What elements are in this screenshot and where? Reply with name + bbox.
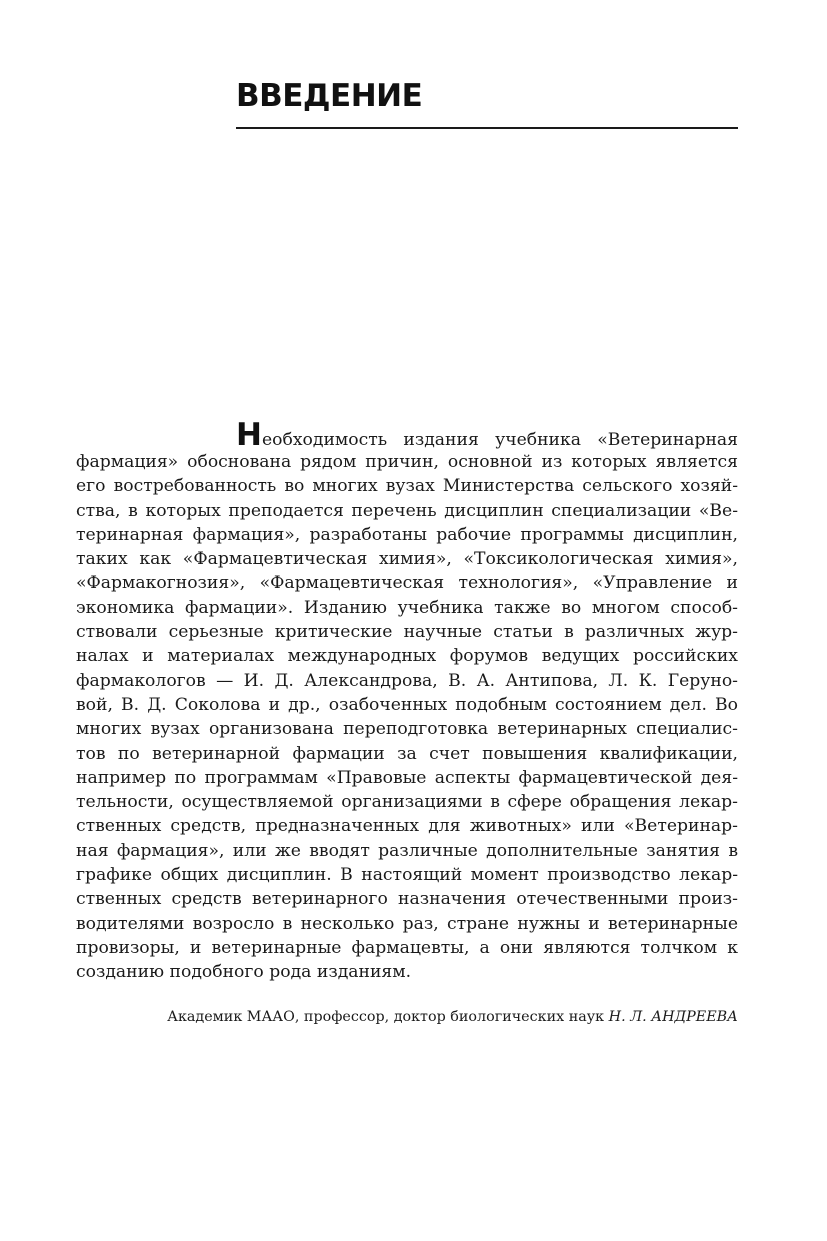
paragraph-line: тельности, осуществляемой организациями в сфере обращения лекар-: [76, 792, 738, 813]
paragraph-line: фармакологов — И. Д. Александрова, В. А. Антипова, Л. К. Геруно-: [76, 670, 738, 691]
paragraph-line-text: еобходимость издания учебника «Ветеринарная: [261, 430, 738, 450]
paragraph-line: созданию подобного рода изданиям.: [76, 962, 412, 983]
intro-paragraph: [76, 417, 738, 985]
chapter-title: ВВЕДЕНИЕ: [236, 78, 423, 114]
paragraph-line: ства, в которых преподается перечень дисциплин специализации «Ве-: [76, 500, 738, 521]
paragraph-line: таких как «Фармацевтическая химия», «Токсикологическая химия»,: [76, 549, 738, 570]
paragraph-line: ствовали серьезные критические научные статьи в различных жур-: [76, 622, 738, 643]
drop-cap: Н: [236, 417, 262, 453]
paragraph-line: водителями возросло в несколько раз, стране нужны и ветеринарные: [76, 913, 738, 934]
paragraph-line: вой, В. Д. Соколова и др., озабоченных подобным состоянием дел. Во: [76, 694, 738, 715]
paragraph-line: теринарная фармация», разработаны рабочие программы дисциплин,: [76, 524, 738, 545]
paragraph-line: ственных средств ветеринарного назначения отечественными произ-: [76, 889, 738, 910]
paragraph-line: ная фармация», или же вводят различные дополнительные занятия в: [76, 840, 738, 861]
author-name: Н. Л. АНДРЕЕВА: [608, 1009, 738, 1025]
paragraph-line: «Фармакогнозия», «Фармацевтическая технология», «Управление и: [76, 573, 738, 594]
attribution: [167, 1006, 738, 1028]
paragraph-line: ственных средств, предназначенных для животных» или «Ветеринар-: [76, 816, 738, 837]
paragraph-line: его востребованность во многих вузах Министерства сельского хозяй-: [76, 476, 738, 497]
paragraph-line: тов по ветеринарной фармации за счет повышения квалификации,: [76, 743, 738, 764]
paragraph-line: провизоры, и ветеринарные фармацевты, а они являются толчком к: [76, 937, 738, 958]
paragraph-line: графике общих дисциплин. В настоящий момент производство лекар-: [76, 865, 738, 886]
paragraph-line: например по программам «Правовые аспекты фармацевтической дея-: [76, 767, 738, 788]
title-rule: [236, 127, 738, 129]
author-credentials: Академик МААО, профессор, доктор биологических наук: [167, 1009, 605, 1025]
paragraph-line: фармация» обоснована рядом причин, основной из которых является: [76, 452, 738, 472]
paragraph-line: налах и материалах международных форумов ведущих российских: [76, 646, 738, 667]
paragraph-line: экономика фармации». Изданию учебника также во многом способ-: [76, 597, 738, 618]
paragraph-line: многих вузах организована переподготовка ветеринарных специалис-: [76, 719, 738, 740]
paragraph-line: [76, 417, 738, 453]
